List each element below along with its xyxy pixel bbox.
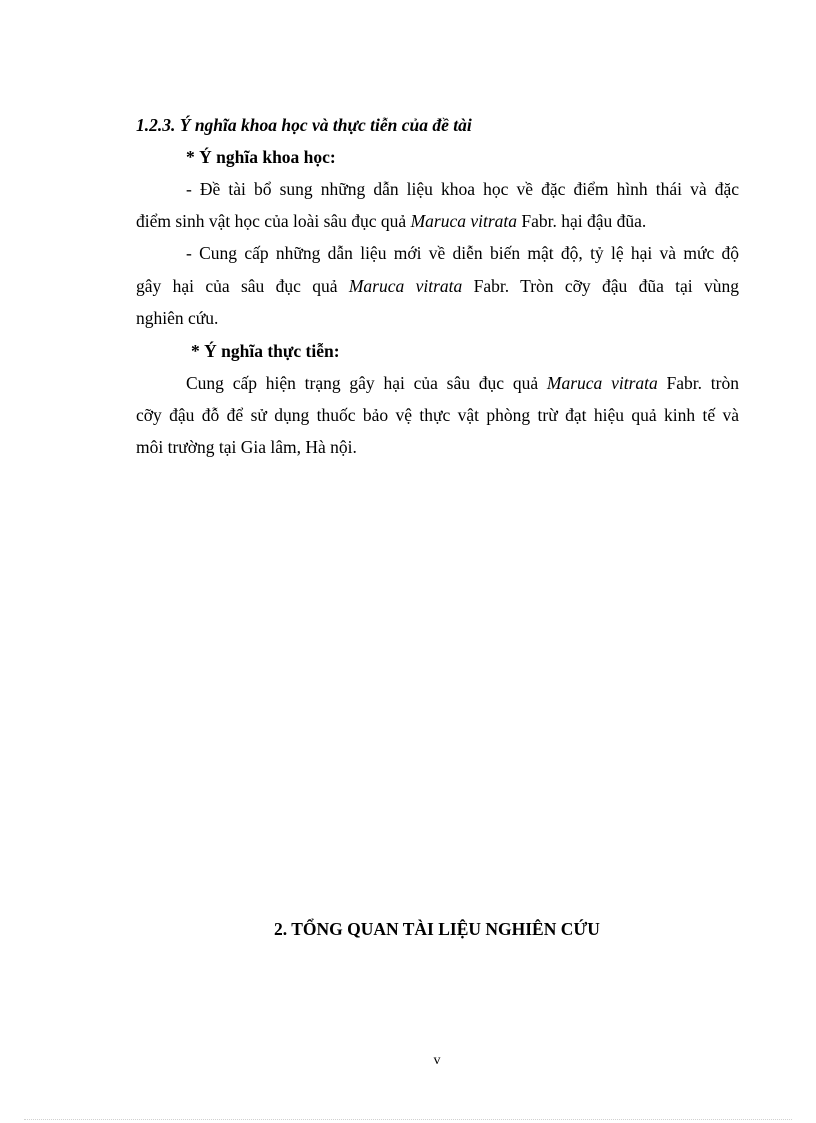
species-name: Maruca vitrata <box>410 211 518 231</box>
practice-significance-title: * Ý nghĩa thực tiễn: <box>191 341 340 361</box>
para3-line1 <box>186 372 739 394</box>
para2-line2 <box>136 275 739 297</box>
species-name: Maruca vitrata <box>546 373 658 393</box>
para1-line1: - Đề tài bổ sung những dẫn liệu khoa học về đặc điểm hình thái và đặc <box>186 179 739 199</box>
para2-line3: nghiên cứu. <box>136 308 219 328</box>
section-heading: 1.2.3. Ý nghĩa khoa học và thực tiễn của đề tài <box>136 115 472 135</box>
para3-line1-tail: Fabr. tròn <box>657 373 739 393</box>
para2-line2-tail: Fabr. Tròn cỡy đậu đũa tại vùng <box>462 276 740 296</box>
para1-line2-tail: Fabr. hại đậu đũa. <box>517 211 647 231</box>
para3-line2: cỡy đậu đỗ để sử dụng thuốc bảo vệ thực vật phòng trừ đạt hiệu quả kinh tế và <box>136 405 739 425</box>
para2-line1: - Cung cấp những dẫn liệu mới về diễn biến mật độ, tỷ lệ hại và mức độ <box>186 243 739 263</box>
page-bottom-divider <box>24 1119 792 1120</box>
page-number: v <box>433 1053 441 1068</box>
species-name: Maruca vitrata <box>348 276 463 296</box>
science-significance-title: * Ý nghĩa khoa học: <box>186 147 336 167</box>
chapter-title: 2. TỔNG QUAN TÀI LIỆU NGHIÊN CỨU <box>274 919 600 939</box>
para1-line2-text: điểm sinh vật học của loài sâu đục quả <box>136 211 411 231</box>
para3-line3: môi trường tại Gia lâm, Hà nội. <box>136 437 357 457</box>
para2-line2-text: gây hại của sâu đục quả <box>136 276 349 296</box>
para1-line2 <box>136 210 739 232</box>
para3-line1-text: Cung cấp hiện trạng gây hại của sâu đục quả <box>186 373 547 393</box>
